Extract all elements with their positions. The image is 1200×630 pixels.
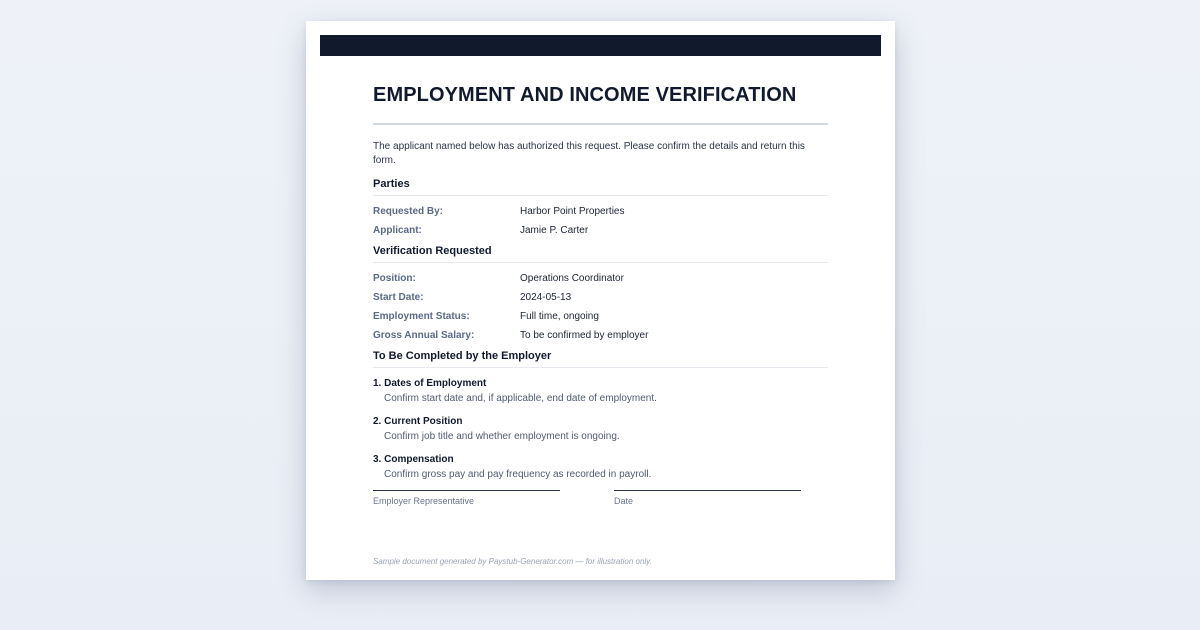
list-item <box>373 415 828 443</box>
document-page <box>306 21 895 580</box>
item-title: 3. Compensation <box>373 454 454 465</box>
employer-checklist <box>373 377 828 481</box>
field-value: Jamie P. Carter <box>520 225 589 236</box>
section-heading-parties: Parties <box>373 177 828 196</box>
item-title: 1. Dates of Employment <box>373 378 487 389</box>
table-row <box>373 326 828 345</box>
table-row <box>373 269 828 288</box>
date-line <box>614 490 801 491</box>
date-label: Date <box>614 496 634 506</box>
field-value: 2024-05-13 <box>520 292 572 303</box>
document-title: EMPLOYMENT AND INCOME VERIFICATION <box>373 84 797 106</box>
section-heading-verification: Verification Requested <box>373 244 828 263</box>
field-label: Gross Annual Salary: <box>373 330 475 341</box>
table-row <box>373 307 828 326</box>
intro-text: The applicant named below has authorized this request. Please confirm the details and return this form. <box>373 141 805 166</box>
title-divider <box>373 123 828 125</box>
field-label: Position: <box>373 273 416 284</box>
table-row <box>373 202 828 221</box>
header-bar <box>320 35 881 56</box>
field-value: To be confirmed by employer <box>520 330 649 341</box>
verification-table <box>373 269 828 345</box>
signature-block-employer <box>373 490 560 506</box>
list-item <box>373 377 828 405</box>
signature-label: Employer Representative <box>373 496 475 506</box>
table-row <box>373 221 828 240</box>
list-item <box>373 453 828 481</box>
field-value: Full time, ongoing <box>520 311 599 322</box>
item-description: Confirm start date and, if applicable, end date of employment. <box>384 393 657 404</box>
parties-table <box>373 202 828 240</box>
footer-note: Sample document generated by Paystub-Generator.com — for illustration only. <box>373 557 652 566</box>
section-heading-employer: To Be Completed by the Employer <box>373 349 828 368</box>
field-value: Harbor Point Properties <box>520 206 625 217</box>
field-label: Requested By: <box>373 206 444 217</box>
document-content <box>373 83 828 491</box>
field-value: Operations Coordinator <box>520 273 624 284</box>
item-description: Confirm gross pay and pay frequency as recorded in payroll. <box>384 469 652 480</box>
signature-line <box>373 490 560 491</box>
field-label: Applicant: <box>373 225 422 236</box>
field-label: Employment Status: <box>373 311 470 322</box>
item-description: Confirm job title and whether employment is ongoing. <box>384 431 620 442</box>
field-label: Start Date: <box>373 292 424 303</box>
signature-block-date <box>614 490 801 506</box>
signature-area <box>373 490 828 510</box>
table-row <box>373 288 828 307</box>
item-title: 2. Current Position <box>373 416 463 427</box>
